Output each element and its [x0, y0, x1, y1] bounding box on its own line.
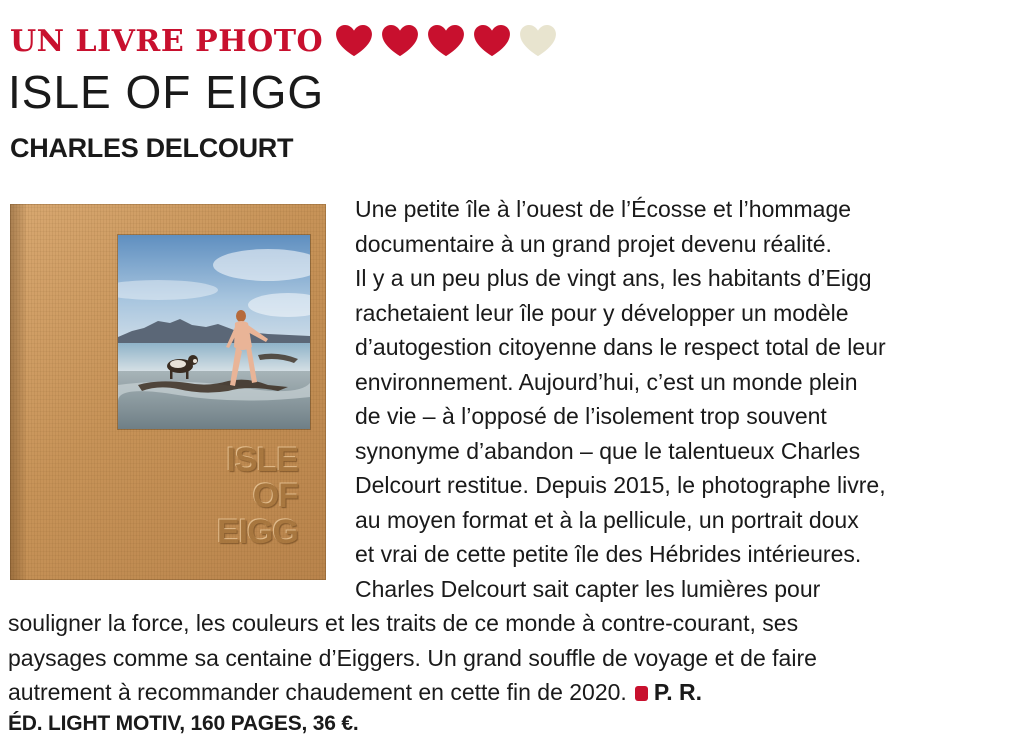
- heart-icon: [335, 24, 373, 58]
- body-line: et vrai de cette petite île des Hébrides intérieures.: [355, 541, 862, 567]
- body-line: au moyen format et à la pellicule, un portrait doux: [355, 506, 859, 533]
- body-line-final: [8, 675, 817, 710]
- cover-title-line: EIGG: [216, 513, 298, 551]
- body-line: Il y a un peu plus de vingt ans, les habitants d’Eigg: [355, 265, 872, 291]
- body-line: environnement. Aujourd’hui, c’est un monde plein: [355, 368, 858, 395]
- body-line: Une petite île à l’ouest de l’Écosse et l’hommage: [355, 196, 852, 222]
- heart-icon: [519, 24, 557, 58]
- cover-photograph: [118, 235, 310, 429]
- author-name: CHARLES DELCOURT: [10, 133, 294, 163]
- body-line: Charles Delcourt sait capter les lumières pour: [355, 575, 821, 602]
- body-line: de vie – à l’opposé de l’isolement trop souvent: [355, 403, 827, 429]
- article-title: ISLE OF EIGG: [8, 66, 325, 118]
- section-kicker: UN LIVRE PHOTO: [10, 23, 324, 59]
- rating-hearts: [335, 24, 557, 58]
- body-line: Delcourt restitue. Depuis 2015, le photographe livre,: [355, 472, 886, 498]
- body-line: rachetaient leur île pour y développer un modèle: [355, 299, 849, 326]
- book-cover-image: [10, 204, 326, 580]
- cover-photo-scene: [118, 235, 310, 429]
- heart-icon: [473, 24, 511, 58]
- article-body-wrapped: [355, 192, 886, 606]
- cover-title-line: OF: [252, 477, 298, 515]
- article-body-full: [8, 606, 817, 710]
- kicker-row: [10, 18, 557, 64]
- book-spine: [10, 204, 26, 580]
- end-square-icon: [635, 686, 648, 701]
- heart-icon: [381, 24, 419, 58]
- body-line: d’autogestion citoyenne dans le respect total de leur: [355, 334, 886, 360]
- body-line: souligner la force, les couleurs et les traits de ce monde à contre-courant, ses: [8, 610, 799, 636]
- publication-credits: ÉD. LIGHT MOTIV, 160 PAGES, 36 €.: [8, 712, 359, 735]
- heart-icon: [427, 24, 465, 58]
- cover-title: [217, 442, 298, 550]
- body-line: paysages comme sa centaine d’Eiggers. Un grand souffle de voyage et de faire: [8, 644, 817, 671]
- body-line-text: autrement à recommander chaudement en cette fin de 2020.: [8, 679, 627, 705]
- author-initials: P. R.: [653, 679, 702, 705]
- body-line: synonyme d’abandon – que le talentueux Charles: [355, 437, 861, 464]
- body-line: documentaire à un grand projet devenu réalité.: [355, 230, 832, 257]
- cover-title-line: ISLE: [226, 441, 298, 479]
